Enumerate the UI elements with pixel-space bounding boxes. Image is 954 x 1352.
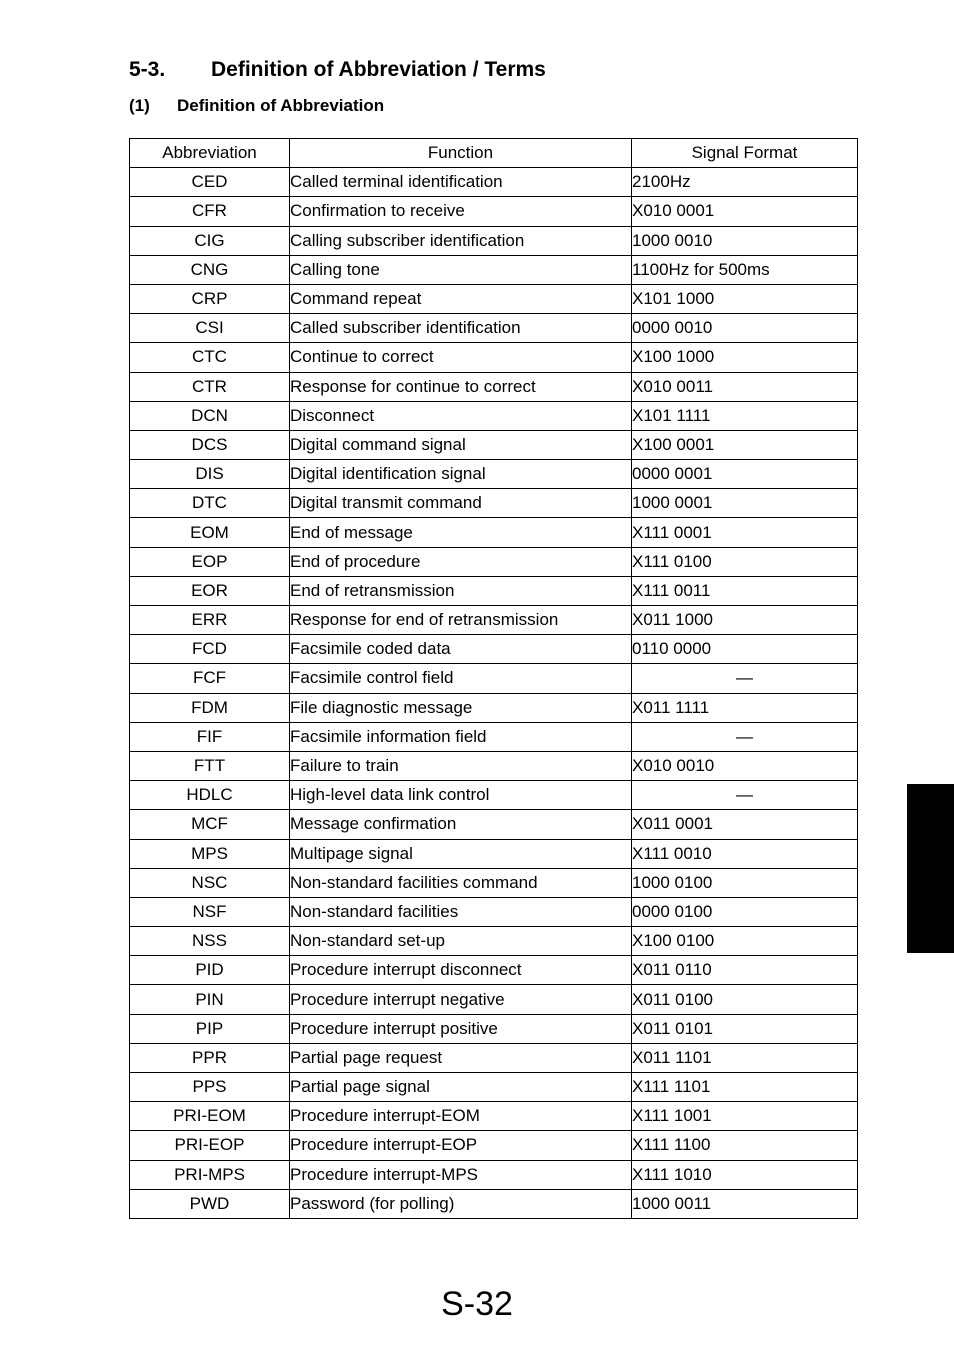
signal-format-cell: —: [632, 781, 858, 810]
signal-format-cell: X010 0010: [632, 751, 858, 780]
function-cell: Password (for polling): [290, 1189, 632, 1218]
table-row: [130, 576, 858, 605]
function-cell: Digital command signal: [290, 430, 632, 459]
function-cell: Facsimile information field: [290, 722, 632, 751]
table-row: [130, 839, 858, 868]
function-cell: Message confirmation: [290, 810, 632, 839]
signal-format-cell: X011 1111: [632, 693, 858, 722]
table-row: [130, 868, 858, 897]
table-row: [130, 897, 858, 926]
function-cell: Multipage signal: [290, 839, 632, 868]
signal-format-cell: —: [632, 664, 858, 693]
abbreviation-cell: DCS: [130, 430, 290, 459]
table-row: [130, 1043, 858, 1072]
table-row: [130, 518, 858, 547]
signal-format-cell: X011 0101: [632, 1014, 858, 1043]
signal-format-cell: X100 1000: [632, 343, 858, 372]
function-cell: Procedure interrupt-MPS: [290, 1160, 632, 1189]
abbreviation-cell: FIF: [130, 722, 290, 751]
signal-format-cell: X011 0001: [632, 810, 858, 839]
function-cell: Confirmation to receive: [290, 197, 632, 226]
abbreviation-cell: CFR: [130, 197, 290, 226]
function-cell: Calling subscriber identification: [290, 226, 632, 255]
table-row: [130, 1014, 858, 1043]
signal-format-cell: X111 0010: [632, 839, 858, 868]
abbreviation-cell: NSF: [130, 897, 290, 926]
abbreviation-cell: FCF: [130, 664, 290, 693]
function-cell: Procedure interrupt-EOP: [290, 1131, 632, 1160]
abbreviation-cell: PRI-EOP: [130, 1131, 290, 1160]
abbreviation-cell: CTR: [130, 372, 290, 401]
table-row: [130, 664, 858, 693]
signal-format-cell: X011 1101: [632, 1043, 858, 1072]
signal-format-cell: X111 1100: [632, 1131, 858, 1160]
table-row: [130, 343, 858, 372]
signal-format-cell: 1100Hz for 500ms: [632, 255, 858, 284]
table-row: [130, 460, 858, 489]
abbreviation-cell: PID: [130, 956, 290, 985]
signal-format-cell: X101 1111: [632, 401, 858, 430]
table-row: [130, 547, 858, 576]
abbreviation-cell: DIS: [130, 460, 290, 489]
abbreviation-cell: MCF: [130, 810, 290, 839]
table-row: [130, 722, 858, 751]
table-row: [130, 927, 858, 956]
table-row: [130, 1189, 858, 1218]
table-row: [130, 168, 858, 197]
table-body: [130, 168, 858, 1219]
signal-format-cell: X111 1010: [632, 1160, 858, 1189]
function-cell: Partial page signal: [290, 1073, 632, 1102]
signal-format-cell: 1000 0010: [632, 226, 858, 255]
subsection-title: Definition of Abbreviation: [177, 96, 385, 115]
function-cell: Response for end of retransmission: [290, 606, 632, 635]
abbreviation-cell: CRP: [130, 284, 290, 313]
signal-format-cell: —: [632, 722, 858, 751]
header-abbreviation: Abbreviation: [130, 139, 290, 168]
function-cell: Failure to train: [290, 751, 632, 780]
function-cell: Calling tone: [290, 255, 632, 284]
function-cell: File diagnostic message: [290, 693, 632, 722]
abbreviation-cell: PRI-MPS: [130, 1160, 290, 1189]
table-row: [130, 372, 858, 401]
table-row: [130, 693, 858, 722]
signal-format-cell: X111 0100: [632, 547, 858, 576]
abbreviation-cell: CIG: [130, 226, 290, 255]
page-number: S-32: [441, 1285, 513, 1323]
abbreviation-cell: PIN: [130, 985, 290, 1014]
table-row: [130, 751, 858, 780]
table-row: [130, 284, 858, 313]
abbreviation-cell: CNG: [130, 255, 290, 284]
abbreviation-cell: FDM: [130, 693, 290, 722]
signal-format-cell: X011 0110: [632, 956, 858, 985]
table-row: [130, 430, 858, 459]
abbreviation-cell: PWD: [130, 1189, 290, 1218]
abbreviation-cell: MPS: [130, 839, 290, 868]
abbreviation-cell: HDLC: [130, 781, 290, 810]
section-heading: [129, 58, 546, 82]
abbreviation-cell: EOR: [130, 576, 290, 605]
table-row: [130, 314, 858, 343]
signal-format-cell: X011 1000: [632, 606, 858, 635]
function-cell: Command repeat: [290, 284, 632, 313]
signal-format-cell: 1000 0011: [632, 1189, 858, 1218]
function-cell: Procedure interrupt negative: [290, 985, 632, 1014]
function-cell: Non-standard set-up: [290, 927, 632, 956]
function-cell: End of message: [290, 518, 632, 547]
abbreviation-cell: PPS: [130, 1073, 290, 1102]
function-cell: Facsimile coded data: [290, 635, 632, 664]
header-signal-format: Signal Format: [632, 139, 858, 168]
section-title: Definition of Abbreviation / Terms: [211, 58, 546, 81]
abbreviation-cell: CSI: [130, 314, 290, 343]
signal-format-cell: X100 0100: [632, 927, 858, 956]
subsection-number: (1): [129, 96, 150, 115]
table-row: [130, 226, 858, 255]
abbreviation-cell: EOM: [130, 518, 290, 547]
abbreviation-cell: NSC: [130, 868, 290, 897]
abbreviation-cell: EOP: [130, 547, 290, 576]
abbreviation-cell: DTC: [130, 489, 290, 518]
function-cell: Digital identification signal: [290, 460, 632, 489]
function-cell: Digital transmit command: [290, 489, 632, 518]
abbreviation-cell: PRI-EOM: [130, 1102, 290, 1131]
signal-format-cell: X010 0001: [632, 197, 858, 226]
signal-format-cell: 0110 0000: [632, 635, 858, 664]
signal-format-cell: 0000 0100: [632, 897, 858, 926]
subsection-heading: [129, 96, 384, 116]
table-row: [130, 606, 858, 635]
function-cell: End of procedure: [290, 547, 632, 576]
header-function: Function: [290, 139, 632, 168]
abbreviation-cell: CTC: [130, 343, 290, 372]
table-row: [130, 810, 858, 839]
function-cell: End of retransmission: [290, 576, 632, 605]
signal-format-cell: 1000 0001: [632, 489, 858, 518]
table-row: [130, 401, 858, 430]
abbreviation-table: [129, 138, 858, 1219]
table-row: [130, 255, 858, 284]
abbreviation-cell: FTT: [130, 751, 290, 780]
abbreviation-cell: DCN: [130, 401, 290, 430]
abbreviation-cell: PIP: [130, 1014, 290, 1043]
signal-format-cell: X100 0001: [632, 430, 858, 459]
function-cell: Called terminal identification: [290, 168, 632, 197]
section-tab-marker: [907, 784, 954, 953]
signal-format-cell: 2100Hz: [632, 168, 858, 197]
function-cell: Facsimile control field: [290, 664, 632, 693]
table-row: [130, 197, 858, 226]
abbreviation-cell: NSS: [130, 927, 290, 956]
table-row: [130, 985, 858, 1014]
function-cell: Partial page request: [290, 1043, 632, 1072]
abbreviation-cell: ERR: [130, 606, 290, 635]
function-cell: Procedure interrupt-EOM: [290, 1102, 632, 1131]
function-cell: Called subscriber identification: [290, 314, 632, 343]
table-row: [130, 635, 858, 664]
signal-format-cell: X111 0011: [632, 576, 858, 605]
function-cell: Response for continue to correct: [290, 372, 632, 401]
function-cell: Procedure interrupt disconnect: [290, 956, 632, 985]
function-cell: Procedure interrupt positive: [290, 1014, 632, 1043]
signal-format-cell: X101 1000: [632, 284, 858, 313]
table-row: [130, 1073, 858, 1102]
signal-format-cell: X111 1001: [632, 1102, 858, 1131]
table-row: [130, 489, 858, 518]
function-cell: Continue to correct: [290, 343, 632, 372]
abbreviation-cell: CED: [130, 168, 290, 197]
signal-format-cell: X111 1101: [632, 1073, 858, 1102]
section-number: 5-3.: [129, 58, 166, 81]
table-row: [130, 1131, 858, 1160]
abbreviation-cell: PPR: [130, 1043, 290, 1072]
signal-format-cell: X011 0100: [632, 985, 858, 1014]
function-cell: Non-standard facilities: [290, 897, 632, 926]
signal-format-cell: 1000 0100: [632, 868, 858, 897]
table-header-row: [130, 139, 858, 168]
function-cell: Non-standard facilities command: [290, 868, 632, 897]
table-row: [130, 956, 858, 985]
table-row: [130, 1160, 858, 1189]
function-cell: High-level data link control: [290, 781, 632, 810]
abbreviation-cell: FCD: [130, 635, 290, 664]
function-cell: Disconnect: [290, 401, 632, 430]
signal-format-cell: X111 0001: [632, 518, 858, 547]
signal-format-cell: 0000 0001: [632, 460, 858, 489]
table-row: [130, 781, 858, 810]
table-row: [130, 1102, 858, 1131]
signal-format-cell: 0000 0010: [632, 314, 858, 343]
signal-format-cell: X010 0011: [632, 372, 858, 401]
